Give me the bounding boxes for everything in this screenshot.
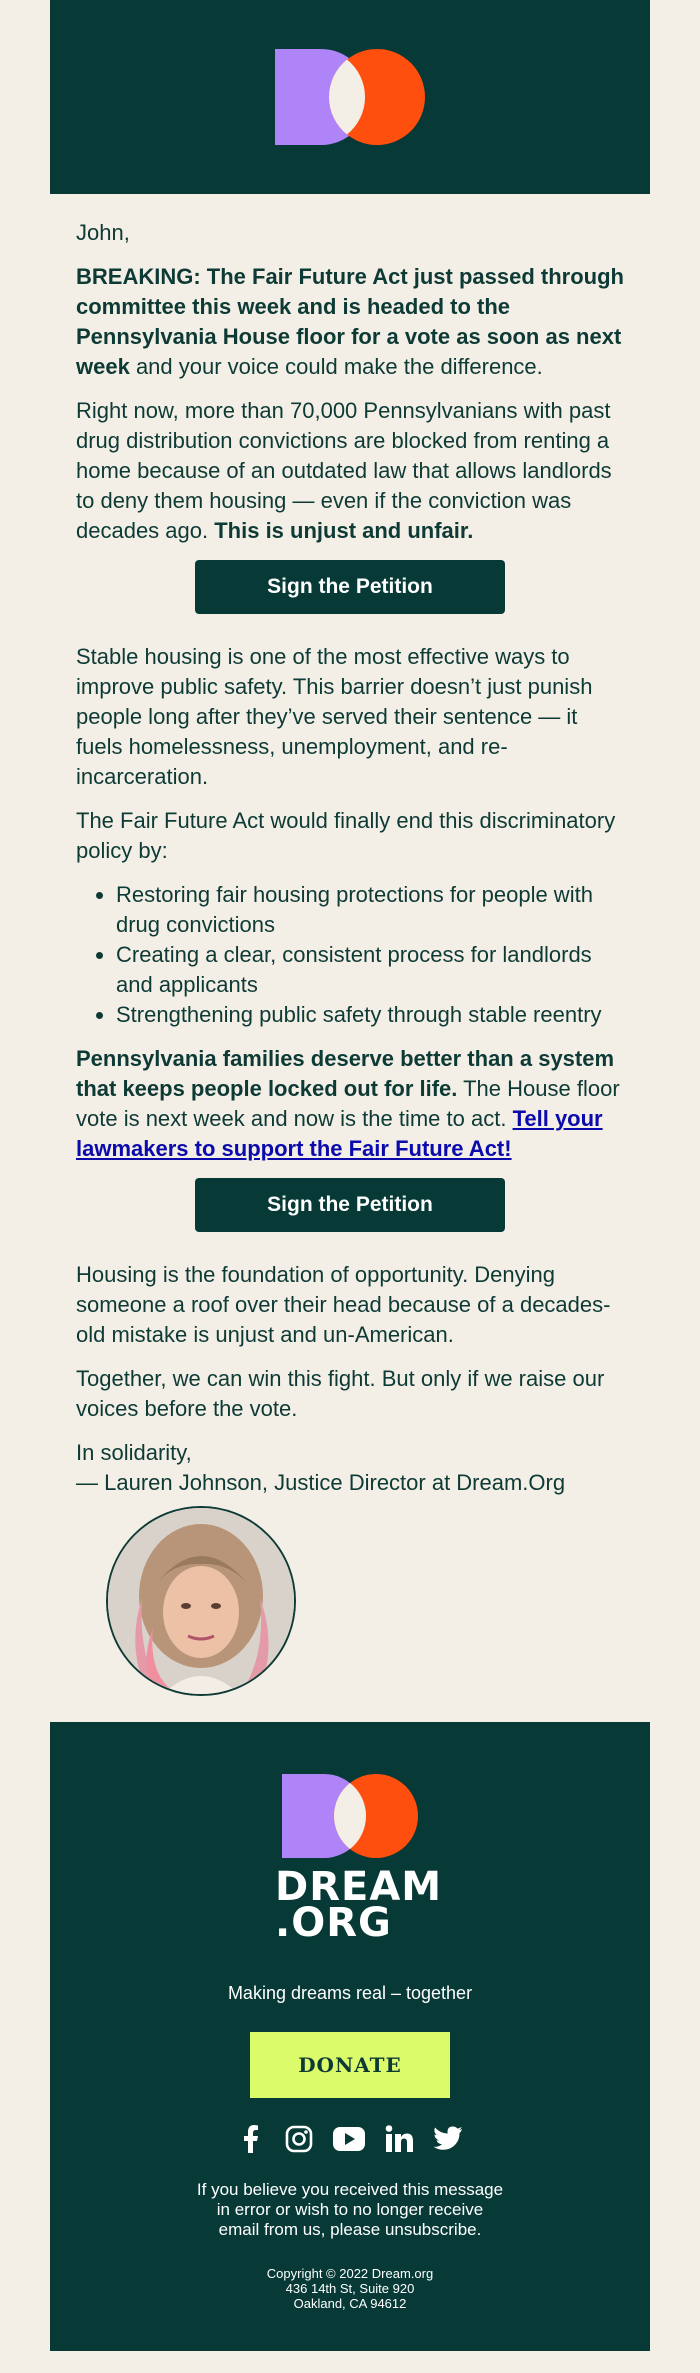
housing-safety-paragraph: Stable housing is one of the most effective ways to improve public safety. This barrier doesn’t just punish people long after they’ve served their sentence — it fuels homelessness, unemployment, and re-incarceration. [76, 644, 593, 789]
context-text: Right now, more than 70,000 Pennsylvanians with past drug distribution convictions are blocked from renting a home because of an outdated law that allows landlords to deny them housing — even if the conviction was decades ago. [76, 398, 612, 543]
copyright-block [50, 2266, 650, 2311]
social-links [50, 2124, 650, 2154]
breaking-rest: and your voice could make the difference. [129, 354, 543, 379]
signoff-block [76, 1438, 624, 1498]
sign-petition-button-1[interactable]: Sign the Petition [195, 560, 505, 614]
tagline: Making dreams real – together [227, 1983, 473, 2003]
list-item: • Strengthening public safety through stable reentry [116, 1000, 624, 1030]
call-to-action-paragraph [76, 1044, 624, 1164]
together-paragraph: Together, we can win this fight. But only if we raise our voices before the vote. [76, 1366, 605, 1421]
tell-lawmakers-link[interactable]: Tell your lawmakers to support the Fair Future Act! [76, 1106, 603, 1161]
wordmark-line-2: .ORG [275, 1900, 392, 1946]
vote-timing-text: The House floor vote is next week and now is the time to act. [76, 1076, 620, 1131]
twitter-icon[interactable] [432, 2124, 464, 2154]
facebook-icon[interactable] [236, 2124, 266, 2154]
email-body [50, 194, 650, 1696]
breaking-paragraph [76, 262, 624, 382]
youtube-icon[interactable] [332, 2124, 366, 2154]
list-item: • Creating a clear, consistent process for landlords and applicants [116, 940, 624, 1000]
context-paragraph [76, 396, 624, 546]
act-benefits-list [116, 880, 624, 1030]
signoff: In solidarity, [76, 1440, 192, 1465]
avatar [106, 1506, 296, 1696]
wordmark-line-1: DREAM [275, 1864, 443, 1910]
linkedin-icon[interactable] [384, 2124, 414, 2154]
unsubscribe-notice[interactable]: If you believe you received this message in error or wish to no longer receive email from us, please unsubscribe. [196, 2180, 504, 2239]
greeting: John, [76, 220, 130, 245]
email-footer [50, 1722, 650, 2351]
dream-org-wordmark [275, 1864, 443, 1946]
email-container [50, 0, 650, 2351]
dream-org-logo-icon [282, 1774, 418, 1858]
sign-petition-button-2[interactable]: Sign the Petition [195, 1178, 505, 1232]
dream-org-logo-icon [275, 49, 425, 145]
opportunity-paragraph: Housing is the foundation of opportunity. Denying someone a roof over their head because of a decades-old mistake is unjust and un-American. [76, 1262, 611, 1347]
instagram-icon[interactable] [284, 2124, 314, 2154]
address-line-2: Oakland, CA 94612 [293, 2296, 407, 2311]
address-line-1: 436 14th St, Suite 920 [285, 2281, 415, 2296]
act-intro-paragraph: The Fair Future Act would finally end this discriminatory policy by: [76, 808, 616, 863]
context-emphasis: This is unjust and unfair. [214, 518, 474, 543]
breaking-headline: BREAKING: The Fair Future Act just passed through committee this week and is headed to the Pennsylvania House floor for a vote as soon as next week [76, 264, 624, 379]
copyright: Copyright © 2022 Dream.org [266, 2266, 434, 2281]
list-item: • Restoring fair housing protections for people with drug convictions [116, 880, 624, 940]
donate-button[interactable]: DONATE [250, 2032, 450, 2098]
signature: — Lauren Johnson, Justice Director at Dream.Org [76, 1470, 566, 1495]
families-emphasis: Pennsylvania families deserve better than a system that keeps people locked out for life. [76, 1046, 615, 1101]
email-header [50, 0, 650, 194]
author-photo [108, 1508, 294, 1694]
